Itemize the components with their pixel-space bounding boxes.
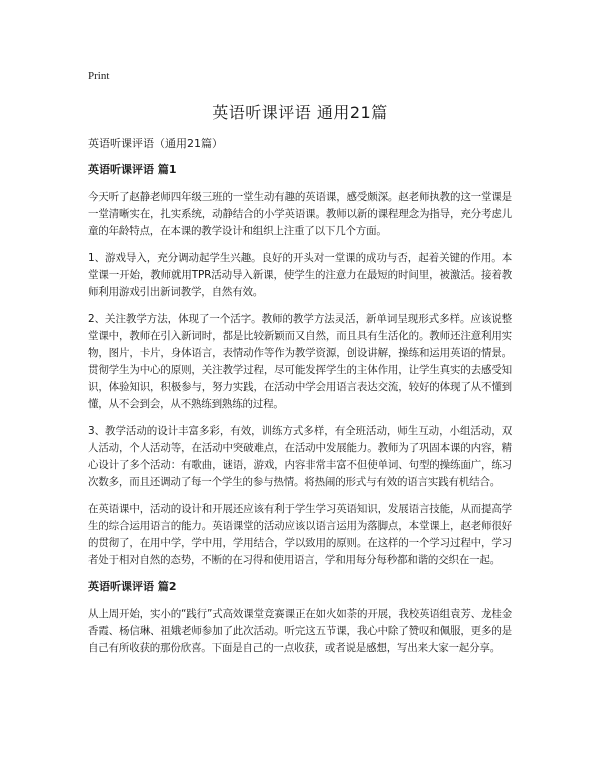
paragraph: 在英语课中，活动的设计和开展还应该有利于学生学习英语知识，发展语言技能，从而提高学生的综合运用语言的能力。英语课堂的活动应该以语言运用为落脚点，本堂课上，赵老师很好的贯彻了，在用中学，学中用，学用结合，学以致用的原则。在这样的一个学习过程中，学习者处于相对自然的态势，不断的在习得和使用语言，学和用每分每秒都和谐的交织在一起。 [88, 503, 512, 566]
page-title: 英语听课评语 通用21篇 [212, 103, 388, 122]
paragraph: 1、游戏导入，充分调动起学生兴趣。良好的开头对一堂课的成功与否，起着关键的作用。本堂课一开始，教师就用TPR活动导入新课，使学生的注意力在最短的时间里，被激活。接着教师利用游戏引出新词教学，自然有效。 [88, 252, 512, 298]
paragraph: 从上周开始，实小的“践行”式高效课堂竞赛课正在如火如荼的开展，我校英语组袁芳、龙桂金香霞、杨信琳、祖娥老师参加了此次活动。听完这五节课，我心中除了赞叹和佩服，更多的是自己有所收获的那份欣喜。下面是自己的一点收获，或者说是感想，写出来大家一起分享。 [88, 608, 512, 654]
section-1 [88, 162, 512, 569]
paragraph: 今天听了赵静老师四年级三班的一堂生动有趣的英语课，感受颇深。赵老师执教的这一堂课是一堂清晰实在，扎实系统，动静结合的小学英语课。教师以新的课程理念为指导，充分考虑儿童的年龄特点，在本课的教学设计和组织上注重了以下几个方面。 [88, 191, 512, 237]
document-subtitle: 英语听课评语（通用21篇） [88, 137, 223, 150]
section-heading: 英语听课评语 篇1 [88, 163, 177, 176]
section-heading: 英语听课评语 篇2 [88, 580, 177, 593]
section-2 [88, 579, 512, 657]
print-link[interactable]: Print [88, 70, 110, 82]
paragraph: 3、教学活动的设计丰富多彩，有效，训练方式多样，有全班活动，师生互动，小组活动，双人活动，个人活动等，在活动中突破难点，在活动中发展能力。教师为了巩固本课的内容，精心设计了多个活动：有歌曲，谜语，游戏，内容非常丰富不但使单词、句型的操练面广，练习次数多，而且还调动了每一个学生的参与热情。将热闹的形式与有效的语言实践有机结合。 [88, 425, 512, 488]
paragraph: 2、关注教学方法，体现了一个活字。教师的教学方法灵活，新单词呈现形式多样。应该说整堂课中，教师在引入新词时，都是比较新颖而又自然，而且具有生活化的。教师还注意利用实物，图片，卡片，身体语言，表情动作等作为教学资源，创设讲解，操练和运用英语的情景。贯彻学生为中心的原则，关注教学过程，尽可能发挥学生的主体作用，让学生真实的去感受知识，体验知识，积极参与，努力实践，在活动中学会用语言表达交流，较好的体现了从不懂到懂，从不会到会，从不熟练到熟练的过程。 [88, 313, 512, 410]
